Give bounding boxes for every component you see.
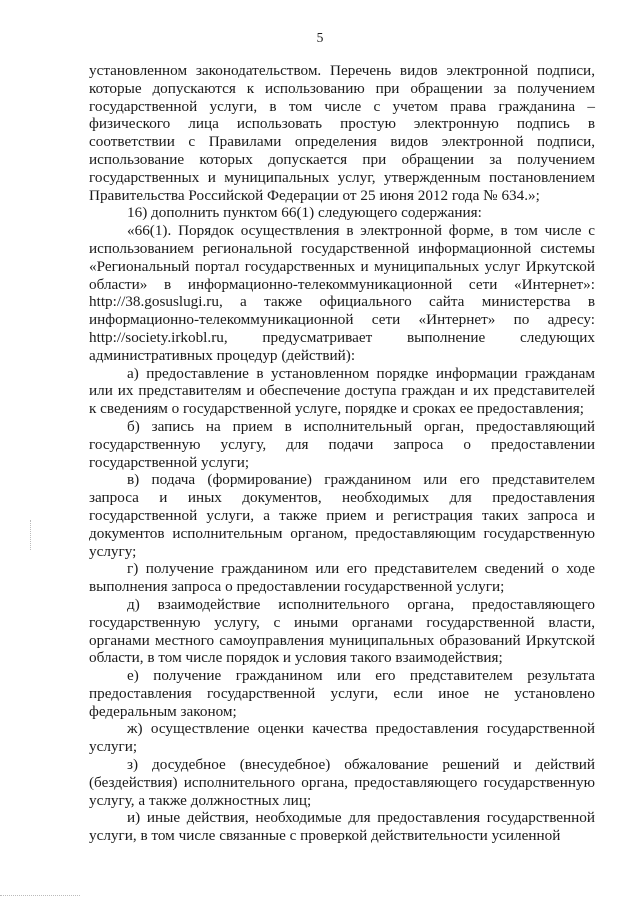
paragraph: 16) дополнить пунктом 66(1) следующего содержания: — [127, 204, 482, 222]
list-item-zh: ж) осуществление оценки качества предоставления государственной услуги; — [89, 720, 595, 756]
list-item-v: в) подача (формирование) гражданином или его представителем запроса и иных документов, необходимых для предоставления государственной услуги, а также прием и регистрация таких запроса и документов исполнительным органом, предоставляющим государственную услугу; — [89, 471, 595, 560]
list-item-d: д) взаимодействие исполнительного органа, предоставляющего государственную услугу, с иными органами государственной власти, органами местного самоуправления муниципальных образований Иркутской области, в том числе порядок и условия такого взаимодействия; — [89, 595, 595, 667]
list-item-a: а) предоставление в установленном порядке информации гражданам или их представителям и обеспечение доступа граждан и их представителей к сведениям о государственной услуге, порядке и сроках ее предоставления; — [89, 364, 595, 418]
list-item-b: б) запись на прием в исполнительный орган, предоставляющий государственную услугу, для подачи запроса о предоставлении государственной услуги; — [89, 417, 595, 471]
list-item-z: з) досудебное (внесудебное) обжалование решений и действий (бездействия) исполнительного органа, предоставляющего государственную услугу, а также должностных лиц; — [89, 756, 595, 809]
paragraph: «66(1). Порядок осуществления в электронной форме, в том числе с использованием региональной государственной информационной системы «Региональный портал государственных и муниципальных услуг Иркутской области» в информационно-телекоммуникационной сети «Интернет»: http://38.gosuslugi.ru, а также официального сайта министерства в информационно-телекоммуникационной сети «Интернет» по адресу: http://society.irkobl.ru, предусматривает выполнение следующих административных процедур (действий): — [89, 222, 595, 364]
list-item-e: е) получение гражданином или его представителем результата предоставления государственной услуги, если иное не установлено федеральным законом; — [89, 667, 595, 720]
list-item-g: г) получение гражданином или его представителем сведений о ходе выполнения запроса о предоставлении государственной услуги; — [89, 560, 595, 596]
page-number: 5 — [316, 30, 324, 45]
document-body — [89, 62, 595, 845]
scan-margin-mark — [30, 520, 32, 550]
scan-edge-mark — [0, 895, 80, 896]
paragraph: установленном законодательством. Перечень видов электронной подписи, которые допускаются к использованию при обращении за получением государственной услуги, в том числе с учетом права гражданина – физического лица использовать простую электронную подпись в соответствии с Правилами определения видов электронной подписи, использование которых допускается при обращении за получением государственных и муниципальных услуг, утвержденным постановлением Правительства Российской Федерации от 25 июня 2012 года № 634.»; — [89, 62, 595, 204]
list-item-i: и) иные действия, необходимые для предоставления государственной услуги, в том числе связанные с проверкой действительности усиленной — [89, 809, 595, 845]
